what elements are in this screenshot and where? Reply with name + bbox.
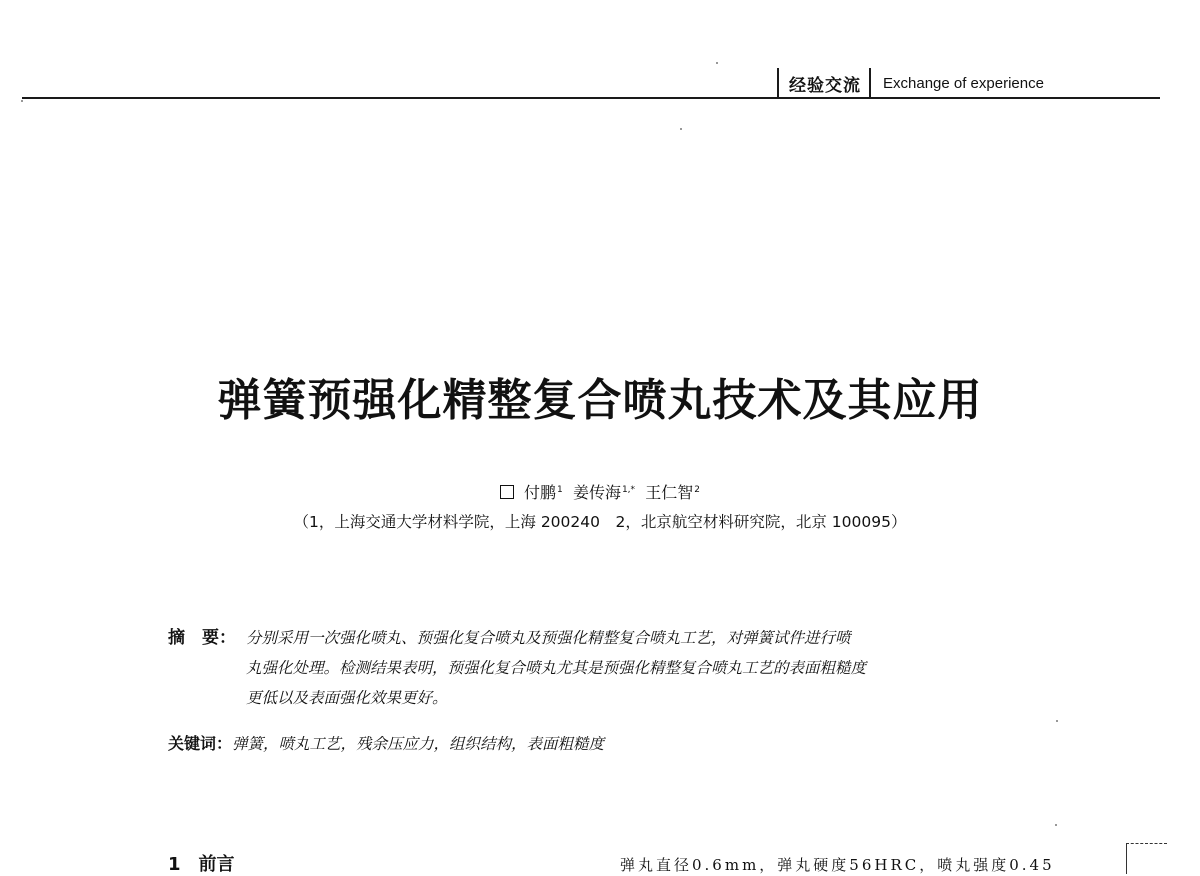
scan-speck (716, 62, 718, 64)
author-affil-sup: 1,* (621, 484, 636, 495)
abstract (168, 623, 1038, 713)
keywords-label: 关键词： (168, 734, 233, 753)
keywords-text: 弹簧，喷丸工艺，残余压应力，组织结构，表面粗糙度 (232, 735, 605, 753)
author-name: 姜传海 (572, 483, 621, 502)
corner-crop-mark (1126, 843, 1167, 874)
scan-speck (21, 100, 23, 102)
affiliation: （1，上海交通大学材料学院，上海 200240 2，北京航空材料研究院，北京 100095） (293, 513, 907, 531)
abstract-text: 分别采用一次强化喷丸、预强化复合喷丸及预强化精整复合喷丸工艺，对弹簧试件进行喷 (246, 629, 851, 647)
abstract-line (168, 623, 1038, 653)
article-title: 弹簧预强化精整复合喷丸技术及其应用 (217, 375, 983, 426)
abstract-text: 更低以及表面强化效果更好。 (246, 689, 448, 707)
section-tag (777, 68, 1044, 98)
scan-speck (680, 128, 682, 130)
author-box-icon (500, 485, 514, 499)
author-affil-sup: 2 (694, 484, 700, 495)
author-name: 付鹏 (524, 483, 557, 502)
abstract-line (168, 683, 1038, 713)
scan-speck (1056, 720, 1058, 722)
keywords (168, 731, 1038, 754)
body-text-snippet: 弹丸直径0.6mm，弹丸硬度56HRC，喷丸强度0.45 (620, 856, 1055, 874)
author-name: 王仁智 (645, 483, 694, 502)
scan-speck (1055, 824, 1057, 826)
section-label-en: Exchange of experience (883, 74, 1044, 92)
section-heading: 1 前言 (168, 854, 235, 875)
abstract-label: 摘 要： (168, 628, 236, 648)
section-label-cn: 经验交流 (789, 75, 861, 96)
author-affil-sup: 1 (557, 484, 563, 495)
author-line (0, 480, 1200, 503)
abstract-line (168, 653, 1038, 683)
abstract-text: 丸强化处理。检测结果表明，预强化复合喷丸尤其是预强化精整复合喷丸工艺的表面粗糙度 (246, 659, 867, 677)
